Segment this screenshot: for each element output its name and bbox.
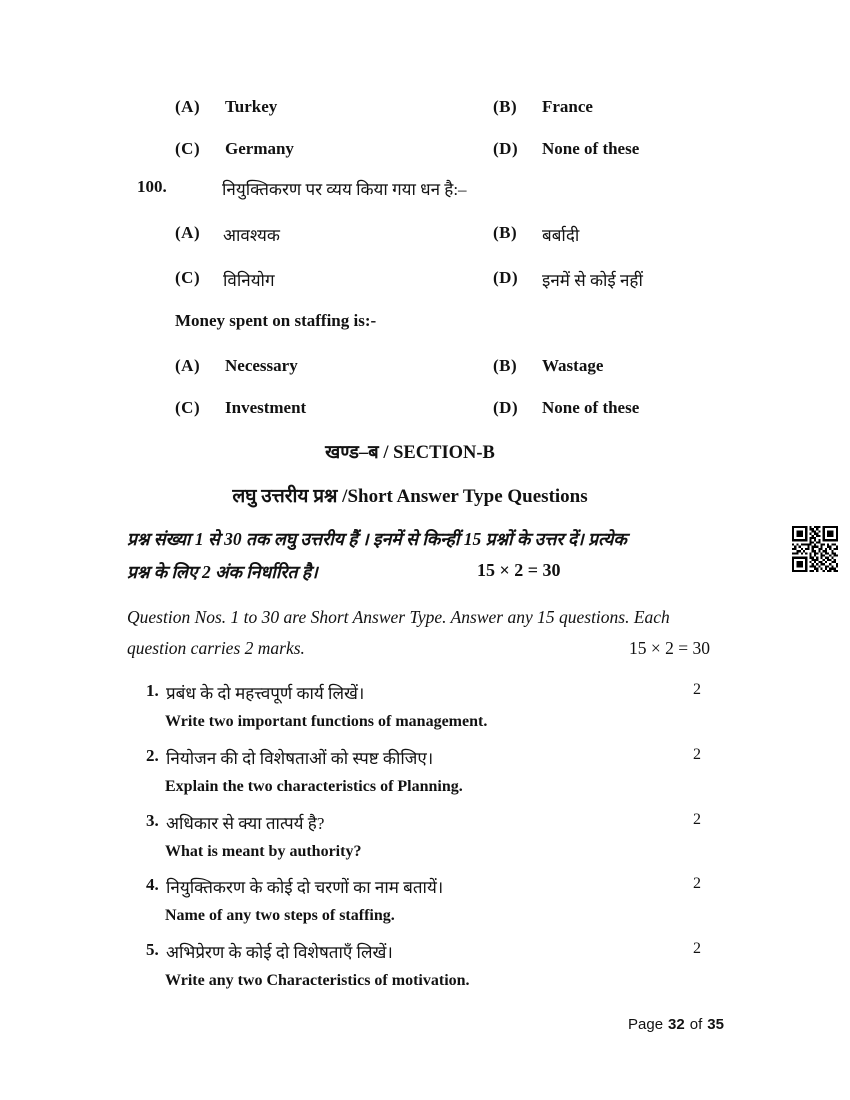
marks-formula: 15 × 2 = 30 [477,560,561,580]
section-subtitle: लघु उत्तरीय प्रश्न /Short Answer Type Questions [232,486,588,507]
question-text-hindi: प्रबंध के दो महत्त्वपूर्ण कार्य लिखें। [166,684,365,703]
option-text-a: Turkey [225,97,278,116]
question-text-hindi: नियोजन की दो विशेषताओं को स्पष्ट कीजिए। [166,749,434,768]
option-text-b: बर्बादी [542,226,580,245]
question-text-hindi: नियुक्तिकरण के कोई दो चरणों का नाम बतायें। [166,878,444,897]
instruction-hindi-line2: प्रश्न के लिए 2 अंक निर्धारित है। [127,562,318,582]
option-label-c: (C) [175,268,201,287]
question-number: 2. [146,746,159,765]
question-text-english: Explain the two characteristics of Planning. [165,778,463,795]
question-marks: 2 [693,811,701,828]
option-text-a: आवश्यक [223,226,280,245]
footer-total-pages: 35 [707,1016,724,1033]
option-text-b: Wastage [542,356,604,375]
option-label-d: (D) [493,268,519,287]
question-text-english: What is meant by authority? [165,843,362,860]
option-text-d: None of these [542,139,640,158]
question-marks: 2 [693,681,701,698]
instruction-english-line1: Question Nos. 1 to 30 are Short Answer Type. Answer any 15 questions. Each [127,607,670,627]
question-text-hindi: अभिप्रेरण के कोई दो विशेषताएँ लिखें। [166,943,393,962]
question-text-hindi: अधिकार से क्या तात्पर्य है? [166,814,325,833]
marks-formula: 15 × 2 = 30 [629,638,710,658]
option-label-b: (B) [493,97,518,116]
option-text-a: Necessary [225,356,298,375]
option-label-d: (D) [493,398,519,417]
option-text-d: None of these [542,398,640,417]
option-text-c: Germany [225,139,294,158]
qr-code [792,526,838,572]
page-footer [628,1016,724,1033]
instruction-hindi-line1: प्रश्न संख्या 1 से 30 तक लघु उत्तरीय हैं । इनमें से किन्हीं 15 प्रश्नों के उत्तर दें। प्रत्येक [127,529,627,549]
question-text-hindi: नियुक्तिकरण पर व्यय किया गया धन है:– [222,180,467,199]
instruction-english-line2: question carries 2 marks. [127,638,305,658]
option-text-b: France [542,97,593,116]
question-text-english: Write any two Characteristics of motivation. [165,972,470,989]
option-label-a: (A) [175,223,201,242]
question-number: 100. [137,177,167,196]
option-text-d: इनमें से कोई नहीं [542,271,643,290]
footer-page-number: 32 [668,1016,685,1033]
footer-of-label: of [689,1016,703,1033]
section-title: खण्ड–ब / SECTION-B [325,443,495,463]
option-label-c: (C) [175,398,201,417]
question-number: 5. [146,940,159,959]
question-number: 4. [146,875,159,894]
option-label-c: (C) [175,139,201,158]
question-text-english: Money spent on staffing is:- [175,311,377,330]
option-text-c: Investment [225,398,307,417]
option-label-a: (A) [175,97,201,116]
question-marks: 2 [693,746,701,763]
question-number: 3. [146,811,159,830]
question-text-english: Name of any two steps of staffing. [165,907,395,924]
option-label-a: (A) [175,356,201,375]
question-number: 1. [146,681,159,700]
question-marks: 2 [693,940,701,957]
option-label-b: (B) [493,356,518,375]
option-label-d: (D) [493,139,519,158]
footer-page-label: Page [628,1016,664,1033]
question-marks: 2 [693,875,701,892]
question-text-english: Write two important functions of management. [165,713,488,730]
option-label-b: (B) [493,223,518,242]
option-text-c: विनियोग [223,271,275,290]
